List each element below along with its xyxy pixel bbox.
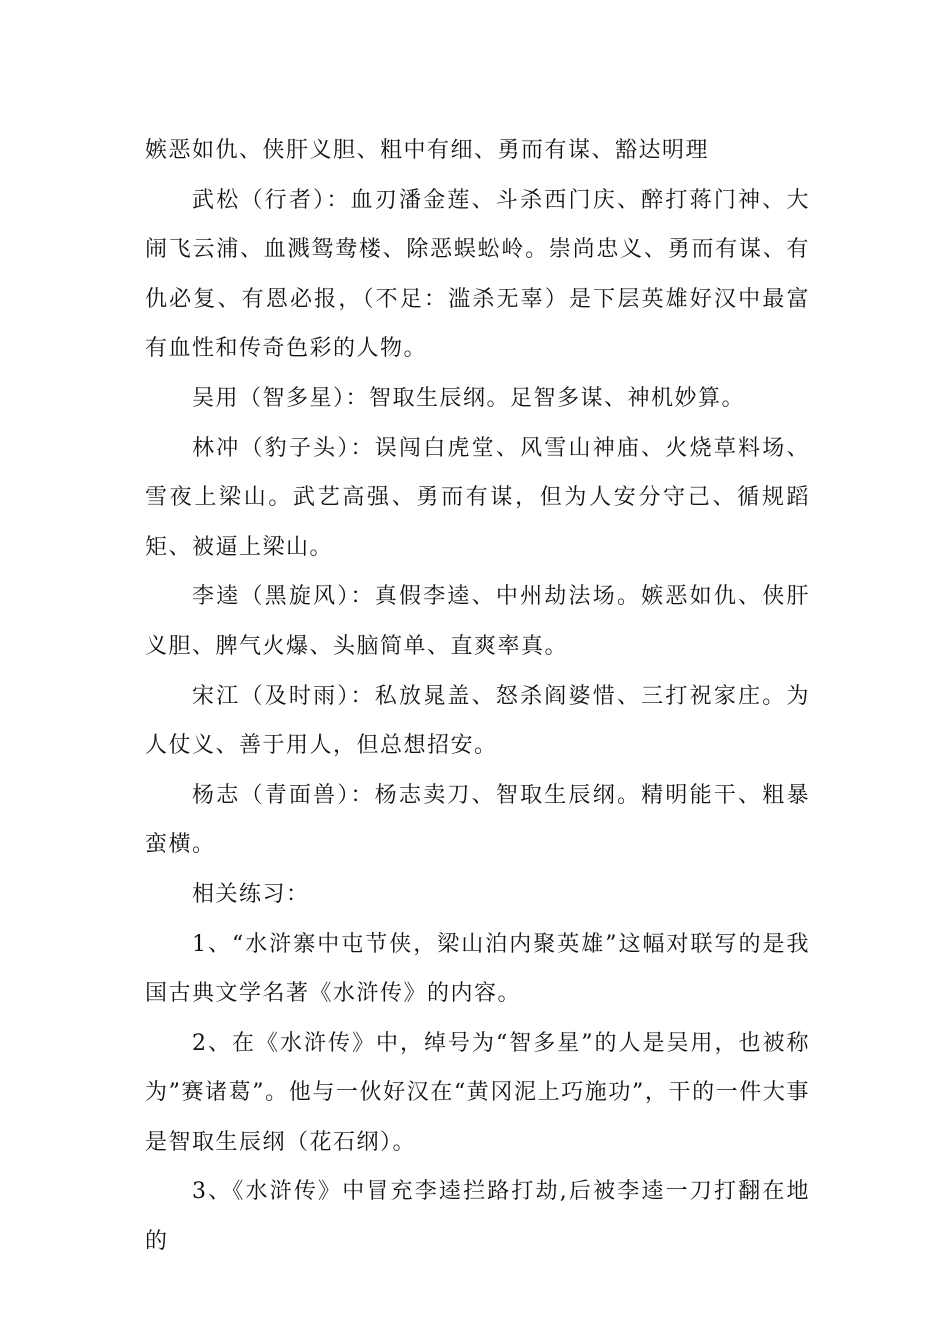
exercise-item-2: 2、在《水浒传》中，绰号为“智多星”的人是吴用，也被称为”赛诸葛”。他与一伙好汉在“黄冈泥上巧施功”，干的一件大事是智取生辰纲（花石纲）。 — [145, 1030, 810, 1155]
exercises-heading: 相关练习： — [192, 881, 310, 907]
paragraph-likui: 李逵（黑旋风）：真假李逵、中州劫法场。嫉恶如仇、侠肝义胆、脾气火爆、头脑简单、直爽率真。 — [145, 584, 810, 659]
exercise-item-1: 1、“水浒寨中屯节侠，梁山泊内聚英雄”这幅对联写的是我国古典文学名著《水浒传》的内容。 — [145, 931, 810, 1007]
paragraph-songjiang: 宋江（及时雨）：私放晁盖、怒杀阎婆惜、三打祝家庄。为人仗义、善于用人，但总想招安。 — [145, 683, 810, 759]
paragraph-wuyong: 吴用（智多星）：智取生辰纲。足智多谋、神机妙算。 — [192, 385, 746, 411]
document-body — [145, 126, 810, 1267]
paragraph-wusong: 武松（行者）：血刃潘金莲、斗杀西门庆、醉打蒋门神、大闹飞云浦、血溅鸳鸯楼、除恶蜈蚣岭。崇尚忠义、勇而有谋、有仇必复、有恩必报，（不足：滥杀无辜）是下层英雄好汉中最富有血性和传奇色彩的人物。 — [145, 187, 810, 362]
paragraph-linchong: 林冲（豹子头）：误闯白虎堂、风雪山神庙、火烧草料场、雪夜上梁山。武艺高强、勇而有谋，但为人安分守己、循规蹈矩、被逼上梁山。 — [145, 435, 810, 560]
paragraph-yangzhi: 杨志（青面兽）：杨志卖刀、智取生辰纲。精明能干、粗暴蛮横。 — [145, 782, 810, 858]
paragraph-traits-continued: 嫉恶如仇、侠肝义胆、粗中有细、勇而有谋、豁达明理 — [145, 138, 710, 163]
exercise-item-3: 3、《水浒传》中冒充李逵拦路打劫,后被李逵一刀打翻在地的 — [145, 1179, 810, 1255]
